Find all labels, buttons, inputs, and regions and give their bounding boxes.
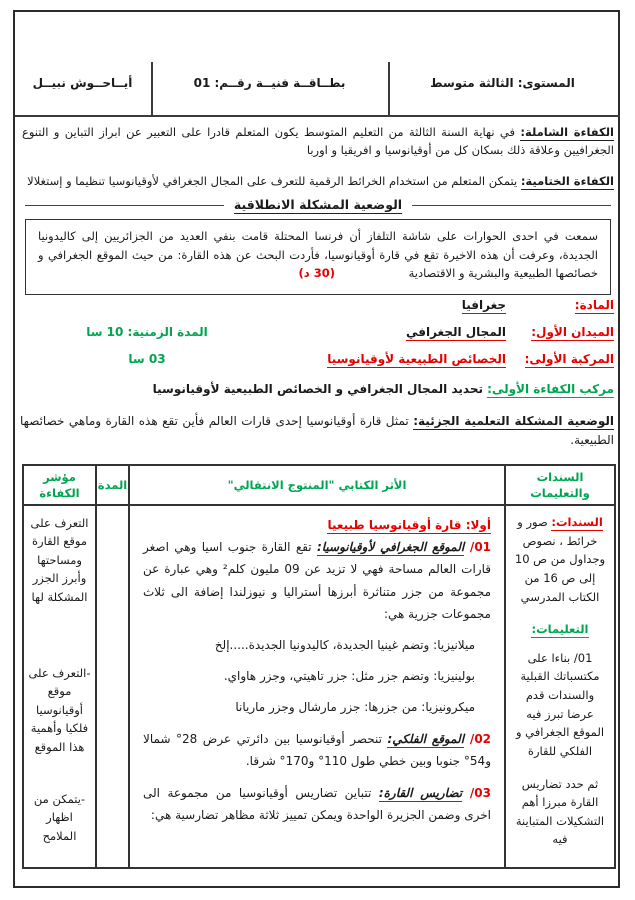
instructions-label: التعليمات:: [531, 622, 589, 637]
section3-text: تتباين تضاريس أوقيانوسيا من مجموعة الى اخرى وضمن الجزيرة الواحدة ويمكن تمييز ثلاثة مظاهر تضارسية هي:: [143, 785, 491, 823]
section3-number: 03/: [462, 785, 491, 800]
indicator-item-3: -يتمكن من اظهار الملامح: [33, 791, 86, 843]
competency-component-text: تحديد المجال الجغرافي و الخصائص الطبيعية لأوقيانوسيا: [152, 382, 488, 396]
instruction-1: 01/ بناءا على مكتسباتك القبلية والسندات قدم عرضا تبرز فيه الموقع الجغرافي و الفلكي للقارة: [515, 650, 605, 758]
section1-text: تقع القارة جنوب اسيا وهي اصغر قارات العالم مساحة فهي لا تزيد عن 09 مليون كلم² وهي عبارة عن مجموعة من جزر متناثرة أبرزها أستراليا و نيوزلندا إضافة الى ثلاث مجموعات جزرية هي:: [143, 540, 491, 621]
island-group-melanesia: ميلانيزيا: وتضم غينيا الجديدة، كاليدونيا الجديدة.....إلخ: [214, 637, 475, 652]
written-heading: [143, 514, 491, 536]
column-header-written-output: الأثر الكتابي "المنتوج الانتقالي": [129, 465, 505, 505]
header-separator-right: [388, 62, 390, 115]
duration-cell: [96, 505, 129, 868]
start-situation-heading: [25, 197, 611, 214]
header-teacher-name: أيــاحــوش نبيــل: [32, 76, 133, 90]
header-level: المستوى: الثالثة متوسط: [430, 76, 575, 90]
section2-title: الموقع الفلكي:: [387, 731, 465, 746]
section1-title: الموقع الجغرافي لأوقيانوسيا:: [316, 540, 465, 555]
start-situation-title: الوضعية المشكلة الانطلاقية: [233, 197, 403, 212]
instruction-2: ثم حدد تضاريس القارة مبرزا أهم التشكيلات المتباينة فيه: [515, 776, 605, 847]
final-competency-text: يتمكن المتعلم من استخدام الخرائط الرقمية للتعرف على المجال الجغرافي لأوقيانوسيا تنظيما و إستغلالا: [27, 174, 521, 188]
global-competency-text: في نهاية السنة الثالثة من التعليم المتوسط يكون المتعلم قادرا على التعبير عن ابراز التباين و التنوع الجغرافيين وعلاقة ذلك بسكان كل من أوقيانوسيا و افريقيا و اوربا: [22, 125, 614, 158]
partial-situation-text: تمثل قارة أوقيانوسيا إحدى قارات العالم فأين تقع هذه القارة وماهي خصائصها الطبيعية.: [20, 414, 614, 448]
section-astronomic-location: [143, 728, 491, 772]
component-label: المركبة الأولى:: [524, 352, 614, 366]
header-card-title: بطــاقــة فنيــة رقــم: 01: [193, 76, 346, 90]
partial-situation-label: الوضعية المشكلة التعلمية الجزئية:: [413, 414, 614, 428]
final-competency: [22, 172, 614, 190]
component-value: الخصائص الطبيعية لأوقيانوسيا: [327, 352, 506, 366]
supports-cell: [505, 505, 615, 868]
total-duration: المدة الزمنية: 10 سا: [86, 325, 208, 339]
supports-docs-text: صور و خرائط ، نصوص وجداول من ص 10 إلى ص 16 من الكتاب المدرسي: [514, 515, 606, 604]
domain-value: المجال الجغرافي: [405, 325, 506, 339]
subject-value: جغرافيا: [461, 298, 506, 312]
lesson-table: [22, 464, 616, 869]
meta-row-subject: [20, 298, 614, 314]
instructions-heading: [511, 620, 609, 639]
header-divider: [15, 115, 620, 117]
section1-number: 01/: [464, 540, 492, 555]
section2-text: تنحصر أوقيانوسيا بين دائرتي عرض 28° شمالا و54° جنوبا وبين خطي طول 110° و170° شرقا.: [143, 731, 491, 768]
start-situation-duration: (30 د): [298, 266, 335, 281]
start-situation-box: [25, 219, 611, 295]
column-header-indicator: مؤشر الكفاءة: [23, 465, 96, 505]
subject-label: المادة:: [574, 298, 614, 312]
supports-docs: [511, 513, 609, 606]
global-competency-label: الكفاءة الشاملة:: [520, 125, 615, 139]
header-separator-left: [151, 62, 153, 115]
island-group-polynesia: بولينيزيا: وتضم جزر مثل: جزر تاهيتي، وجزر هاواي.: [223, 669, 475, 684]
section3-title: تضاريس القارة:: [378, 785, 463, 800]
section-relief: [143, 782, 491, 826]
indicator-item-1: التعرف على موقع القارة ومساحتها وأبرز الجزر المشكلة لها: [30, 516, 89, 604]
written-output-cell: [129, 505, 505, 868]
legend-line-left: [25, 205, 224, 206]
supports-docs-label: السندات:: [551, 515, 603, 529]
indicator-item-2: -التعرف على موقع أوقيانوسيا فلكيا وأهمية هذا الموقع: [28, 665, 91, 754]
section2-number: 02/: [464, 731, 492, 746]
meta-row-component: [20, 352, 614, 368]
competency-component: [20, 382, 614, 396]
column-header-supports: السندات والتعليمات: [505, 465, 615, 505]
global-competency: [22, 123, 614, 160]
island-group-micronesia: ميكرونيزيا: من جزرها: جزر مارشال وجزر ماريانا: [235, 700, 475, 715]
domain-label: الميدان الأول:: [531, 325, 614, 339]
section-geographic-location: [143, 536, 491, 625]
competency-component-label: مركب الكفاءة الأولى:: [487, 382, 614, 396]
column-header-duration: المدة: [96, 465, 129, 505]
final-competency-label: الكفاءة الختامية:: [520, 174, 614, 188]
written-heading-text: أولا: قارة أوقيانوسيا طبيعيا: [327, 518, 491, 532]
indicator-cell: [23, 505, 96, 868]
legend-line-right: [412, 205, 611, 206]
partial-situation: [20, 412, 614, 450]
start-situation-text: سمعت في احدى الحوارات على شاشة التلفاز أن فرنسا المحتلة قامت بنفي العديد من الجزائريين إلى كاليدونيا الجديدة، وعرفت أن هذه الاخيرة تقع في قارة أوقيانوسيا، فأردت البحث عن هذه القارة: من حيث الموقع الجغرافي و خصائصها الطبيعية والبشرية و الاقتصادية: [38, 229, 598, 281]
part-duration: 03 سا: [128, 352, 166, 366]
meta-row-domain: [20, 325, 614, 341]
